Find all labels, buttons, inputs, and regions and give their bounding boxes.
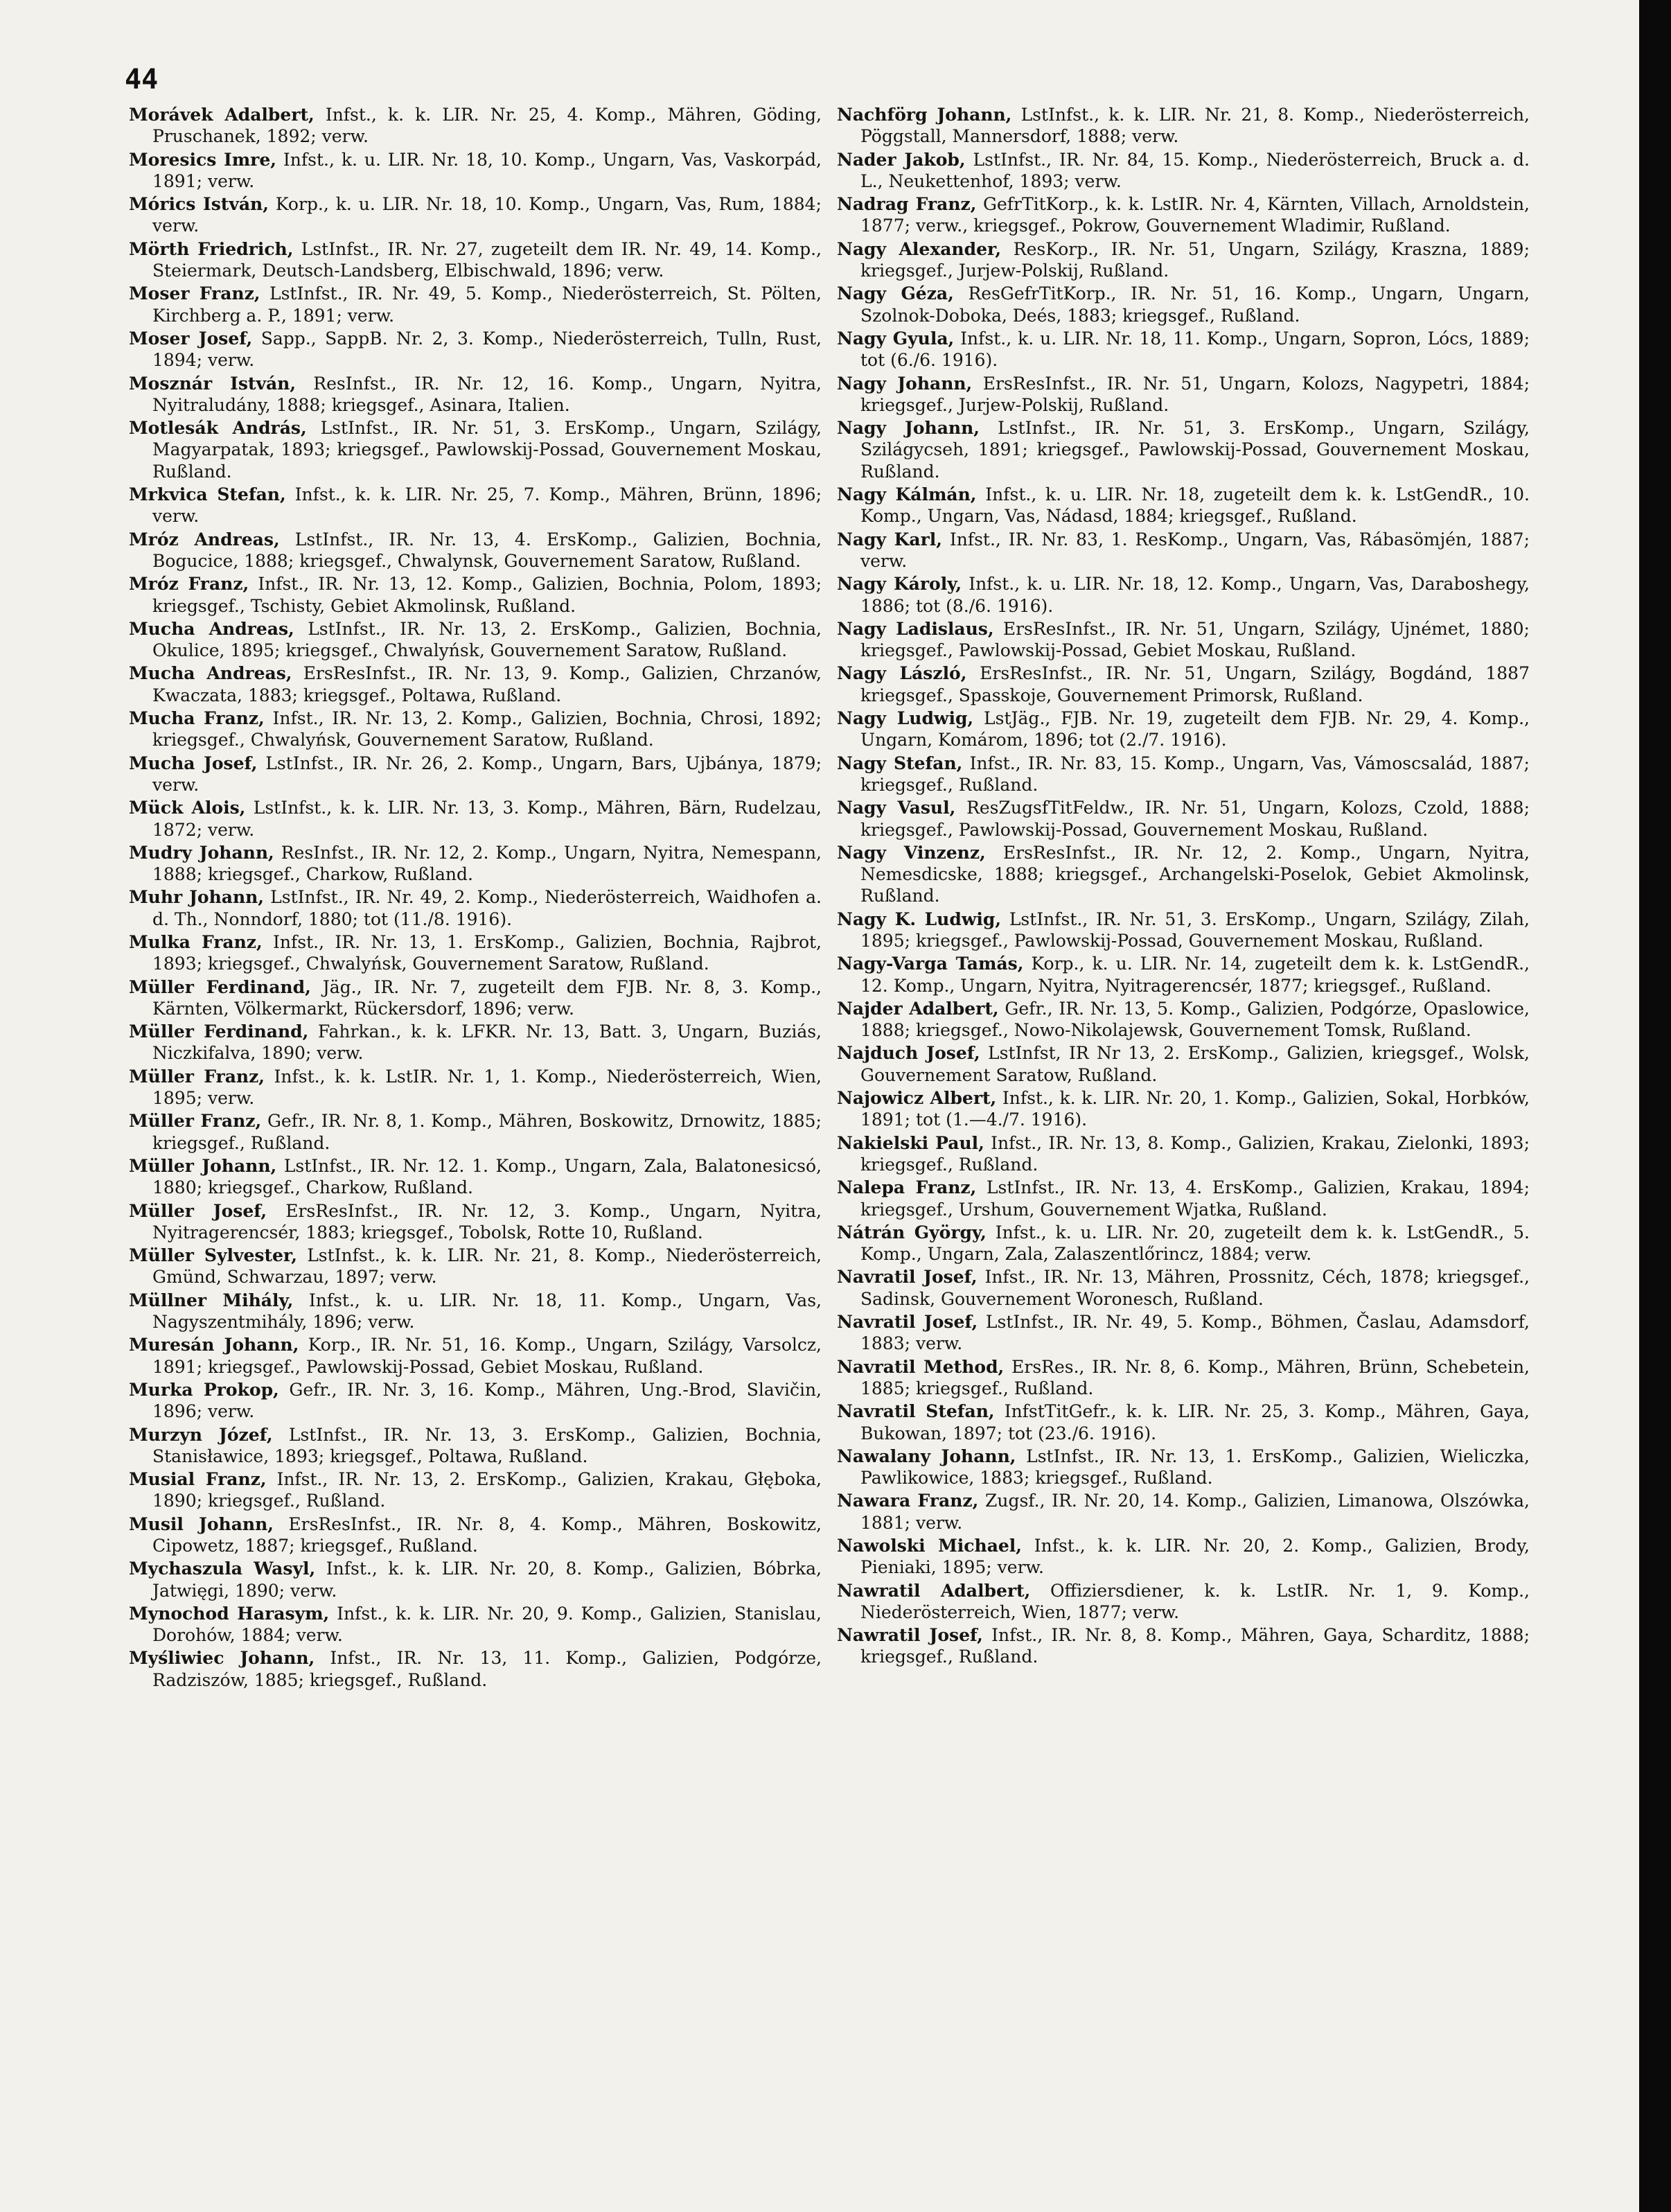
entry-details: Infst., k. u. LIR. Nr. 18, 11. Komp., Ungarn, Sopron, Lócs, 1889; tot (6./6. 1916).	[860, 328, 1530, 371]
list-entry	[129, 529, 822, 572]
entry-name: Najduch Josef,	[837, 1043, 980, 1064]
entry-name: Mucha Josef,	[129, 753, 258, 773]
entry-details: Infst., k. k. LIR. Nr. 20, 9. Komp., Galizien, Stanislau, Dorohów, 1884; verw.	[152, 1603, 822, 1646]
list-entry	[129, 1290, 822, 1333]
list-entry	[837, 998, 1530, 1042]
list-entry	[837, 149, 1530, 193]
list-entry	[129, 373, 822, 416]
list-entry	[837, 328, 1530, 371]
list-entry	[129, 618, 822, 662]
entry-name: Najder Adalbert,	[837, 998, 999, 1019]
entry-name: Myśliwiec Johann,	[129, 1648, 315, 1669]
list-entry	[129, 842, 822, 886]
entry-details: ErsResInfst., IR. Nr. 13, 9. Komp., Galizien, Chrzanów, Kwaczata, 1883; kriegsgef., Poltawa, Rußland.	[152, 663, 822, 705]
entry-name: Nakielski Paul,	[837, 1132, 984, 1153]
list-entry	[837, 1580, 1530, 1624]
list-entry	[837, 1624, 1530, 1668]
entry-details: LstInfst., IR. Nr. 49, 2. Komp., Niederösterreich, Waidhofen a. d. Th., Nonndorf, 1880; tot (11./8. 1916).	[152, 887, 822, 929]
list-entry	[129, 976, 822, 1020]
entry-details: Infst., IR. Nr. 13, 12. Komp., Galizien, Bochnia, Polom, 1893; kriegsgef., Tschisty, Gebiet Akmolinsk, Rußland.	[152, 574, 822, 616]
entry-name: Nagy Johann,	[837, 418, 980, 439]
entry-details: Infst., IR. Nr. 13, 11. Komp., Galizien, Podgórze, Radziszów, 1885; kriegsgef., Rußland.	[152, 1648, 822, 1690]
entry-details: Infst., k. u. LIR. Nr. 18, 12. Komp., Ungarn, Vas, Daraboshegy, 1886; tot (8./6. 1916).	[860, 574, 1530, 616]
entry-details: LstInfst., IR. Nr. 13, 4. ErsKomp., Galizien, Krakau, 1894; kriegsgef., Urshum, Gouvernement Wjatka, Rußland.	[860, 1177, 1530, 1220]
entry-name: Nachförg Johann,	[837, 105, 1012, 125]
entry-name: Mucha Franz,	[129, 708, 265, 729]
entry-name: Mychaszula Wasyl,	[129, 1559, 316, 1579]
scan-edge	[1639, 0, 1671, 2212]
entry-name: Navratil Josef,	[837, 1267, 978, 1288]
entry-name: Nagy-Varga Tamás,	[837, 954, 1024, 974]
entry-name: Nagy Gyula,	[837, 328, 955, 349]
entry-name: Morávek Adalbert,	[129, 105, 315, 125]
list-entry	[129, 484, 822, 527]
entry-name: Mróz Andreas,	[129, 529, 280, 550]
list-entry	[837, 842, 1530, 907]
entry-name: Mucha Andreas,	[129, 663, 292, 684]
entry-details: LstInfst., IR. Nr. 13, 1. ErsKomp., Galizien, Wieliczka, Pawlikowice, 1883; kriegsgef., Rußland.	[860, 1446, 1530, 1489]
entry-name: Müller Johann,	[129, 1155, 277, 1176]
entry-name: Nagy Johann,	[837, 373, 973, 394]
entry-details: ErsResInfst., IR. Nr. 8, 4. Komp., Mähren, Boskowitz, Cipowetz, 1887; kriegsgef., Rußland.	[152, 1513, 822, 1556]
list-entry	[129, 149, 822, 193]
entry-details: Jäg., IR. Nr. 7, zugeteilt dem FJB. Nr. 8, 3. Komp., Kärnten, Völkermarkt, Rückersdorf, 1896; verw.	[152, 976, 822, 1019]
list-entry	[129, 1021, 822, 1064]
entry-details: ResKorp., IR. Nr. 51, Ungarn, Szilágy, Kraszna, 1889; kriegsgef., Jurjew-Polskij, Rußland.	[860, 238, 1530, 281]
entry-name: Navratil Method,	[837, 1356, 1005, 1377]
list-entry	[837, 618, 1530, 662]
entry-name: Müller Franz,	[129, 1111, 262, 1132]
list-entry	[837, 1042, 1530, 1086]
entry-name: Murzyn Józef,	[129, 1424, 273, 1445]
entry-name: Mrkvica Stefan,	[129, 484, 286, 505]
entry-details: ErsResInfst., IR. Nr. 12, 2. Komp., Ungarn, Nyitra, Nemesdicske, 1888; kriegsgef., Archangelski-Poselok, Gebiet Akmolinsk, Rußland.	[860, 842, 1530, 906]
entry-details: Infst., k. k. LIR. Nr. 25, 4. Komp., Mähren, Göding, Pruschanek, 1892; verw.	[152, 105, 822, 147]
list-entry	[129, 1379, 822, 1423]
entry-details: LstInfst., IR. Nr. 51, 3. ErsKomp., Ungarn, Szilágy, Magyarpatak, 1893; kriegsgef., Pawlowskij-Possad, Gouvernement Moskau, Rußland.	[152, 418, 822, 482]
list-entry	[129, 1245, 822, 1288]
entry-name: Nátrán György,	[837, 1222, 987, 1243]
entry-name: Nagy Kálmán,	[837, 484, 977, 505]
list-entry	[129, 1647, 822, 1691]
list-entry	[837, 797, 1530, 841]
list-entry	[837, 1087, 1530, 1131]
entry-details: ErsResInfst., IR. Nr. 51, Ungarn, Szilágy, Bogdánd, 1887 kriegsgef., Spasskoje, Gouvernement Primorsk, Rußland.	[860, 663, 1530, 705]
entry-details: LstInfst., IR. Nr. 26, 2. Komp., Ungarn, Bars, Ujbánya, 1879; verw.	[152, 753, 822, 795]
entry-details: Korp., k. u. LIR. Nr. 18, 10. Komp., Ungarn, Vas, Rum, 1884; verw.	[152, 194, 822, 236]
entry-details: Korp., IR. Nr. 51, 16. Komp., Ungarn, Szilágy, Varsolcz, 1891; kriegsgef., Pawlowskij-Possad, Gebiet Moskau, Rußland.	[152, 1335, 822, 1377]
entry-name: Mörth Friedrich,	[129, 238, 294, 259]
list-entry	[837, 1401, 1530, 1444]
entry-name: Mynochod Harasym,	[129, 1603, 330, 1624]
entry-details: ResZugsfTitFeldw., IR. Nr. 51, Ungarn, Kolozs, Czold, 1888; kriegsgef., Pawlowskij-Possad, Gouvernement Moskau, Rußland.	[860, 798, 1530, 840]
entry-details: Infst., k. k. LIR. Nr. 25, 7. Komp., Mähren, Brünn, 1896; verw.	[152, 484, 822, 527]
entry-name: Murka Prokop,	[129, 1379, 279, 1400]
left-column	[129, 104, 822, 1692]
entry-details: Infst., IR. Nr. 83, 1. ResKomp., Ungarn, Vas, Rábasömjén, 1887; verw.	[860, 529, 1530, 571]
entry-details: Gefr., IR. Nr. 13, 5. Komp., Galizien, Podgórze, Opaslowice, 1888; kriegsgef., Nowo-Nikolajewsk, Gouvernement Tomsk, Rußland.	[860, 998, 1530, 1041]
list-entry	[837, 909, 1530, 952]
entry-name: Nader Jakob,	[837, 149, 966, 170]
entry-details: GefrTitKorp., k. k. LstIR. Nr. 4, Kärnten, Villach, Arnoldstein, 1877; verw., kriegsgef., Pokrow, Gouvernement Wladimir, Rußland.	[860, 194, 1530, 236]
list-entry	[129, 886, 822, 930]
list-entry	[129, 1424, 822, 1468]
right-column	[837, 104, 1530, 1669]
entry-name: Mróz Franz,	[129, 574, 249, 595]
list-entry	[129, 283, 822, 326]
entry-details: Offiziersdiener, k. k. LstIR. Nr. 1, 9. Komp., Niederösterreich, Wien, 1877; verw.	[860, 1580, 1530, 1622]
entry-details: LstInfst., IR. Nr. 13, 4. ErsKomp., Galizien, Bochnia, Bogucice, 1888; kriegsgef., Chwalynsk, Gouvernement Saratow, Rußland.	[152, 529, 822, 571]
entry-name: Nagy K. Ludwig,	[837, 909, 1002, 929]
entry-name: Motlesák András,	[129, 418, 307, 439]
entry-details: Zugsf., IR. Nr. 20, 14. Komp., Galizien, Limanowa, Olszówka, 1881; verw.	[860, 1491, 1530, 1533]
list-entry	[129, 1468, 822, 1512]
entry-name: Muresán Johann,	[129, 1335, 299, 1355]
entry-details: Infst., k. u. LIR. Nr. 20, zugeteilt dem k. k. LstGendR., 5. Komp., Ungarn, Zala, Zalaszentlőrincz, 1884; verw.	[860, 1222, 1530, 1265]
list-entry	[129, 193, 822, 237]
entry-details: LstInfst., IR. Nr. 49, 5. Komp., Böhmen, Časlau, Adamsdorf, 1883; verw.	[860, 1312, 1530, 1354]
entry-name: Nagy Károly,	[837, 574, 962, 595]
list-entry	[837, 708, 1530, 751]
list-entry	[129, 573, 822, 617]
entry-name: Mosznár István,	[129, 373, 297, 394]
list-entry	[837, 484, 1530, 527]
entry-name: Moser Franz,	[129, 283, 260, 304]
entry-name: Müller Ferdinand,	[129, 1021, 309, 1042]
entry-details: Gefr., IR. Nr. 3, 16. Komp., Mähren, Ung.-Brod, Slavičin, 1896; verw.	[152, 1379, 822, 1422]
entry-details: Infst., IR. Nr. 83, 15. Komp., Ungarn, Vas, Vámoscsalád, 1887; kriegsgef., Rußland.	[860, 753, 1530, 795]
page-number: 44	[125, 64, 159, 96]
entry-name: Mück Alois,	[129, 798, 246, 818]
list-entry	[837, 1356, 1530, 1400]
entry-details: ErsResInfst., IR. Nr. 12, 3. Komp., Ungarn, Nyitra, Nyitragerencsér, 1883; kriegsgef., Tobolsk, Rotte 10, Rußland.	[152, 1200, 822, 1243]
list-entry	[129, 662, 822, 706]
entry-name: Müller Josef,	[129, 1200, 267, 1221]
entry-details: ErsResInfst., IR. Nr. 51, Ungarn, Kolozs, Nagypetri, 1884; kriegsgef., Jurjew-Polskij, Rußland.	[860, 373, 1530, 415]
entry-name: Nawalany Johann,	[837, 1446, 1016, 1466]
list-entry	[129, 1066, 822, 1109]
entry-name: Müller Sylvester,	[129, 1245, 297, 1266]
entry-details: Fahrkan., k. k. LFKR. Nr. 13, Batt. 3, Ungarn, Buziás, Niczkifalva, 1890; verw.	[152, 1021, 822, 1064]
entry-details: LstInfst., IR. Nr. 51, 3. ErsKomp., Ungarn, Szilágy, Zilah, 1895; kriegsgef., Pawlowskij-Possad, Gouvernement Moskau, Rußland.	[860, 909, 1530, 951]
entry-name: Nawolski Michael,	[837, 1536, 1022, 1556]
entry-details: LstInfst., IR. Nr. 51, 3. ErsKomp., Ungarn, Szilágy, Szilágycseh, 1891; kriegsgef., Pawlowskij-Possad, Gouvernement Moskau, Rußland.	[860, 418, 1530, 482]
list-entry	[837, 662, 1530, 706]
entry-name: Müller Ferdinand,	[129, 976, 311, 997]
entry-details: ErsRes., IR. Nr. 8, 6. Komp., Mähren, Brünn, Schebetein, 1885; kriegsgef., Rußland.	[860, 1356, 1530, 1398]
list-entry	[837, 1446, 1530, 1489]
entry-details: ErsResInfst., IR. Nr. 51, Ungarn, Szilágy, Ujnémet, 1880; kriegsgef., Pawlowskij-Possad, Gebiet Moskau, Rußland.	[860, 618, 1530, 661]
entry-name: Nagy Stefan,	[837, 753, 963, 773]
entry-details: LstInfst., IR. Nr. 13, 2. ErsKomp., Galizien, Bochnia, Okulice, 1895; kriegsgef., Chwalyńsk, Gouvernement Saratow, Rußland.	[152, 618, 822, 661]
entry-name: Moser Josef,	[129, 328, 253, 349]
list-entry	[837, 753, 1530, 796]
list-entry	[129, 328, 822, 371]
list-entry	[837, 573, 1530, 617]
entry-details: LstInfst, IR Nr 13, 2. ErsKomp., Galizien, kriegsgef., Wolsk, Gouvernement Saratow, Rußland.	[860, 1043, 1530, 1085]
entry-details: Infst., k. k. LIR. Nr. 20, 8. Komp., Galizien, Bóbrka, Jatwięgi, 1890; verw.	[152, 1559, 822, 1601]
list-entry	[837, 1311, 1530, 1355]
entry-name: Nawara Franz,	[837, 1491, 979, 1511]
entry-details: Infst., k. u. LIR. Nr. 18, 11. Komp., Ungarn, Vas, Nagyszentmihály, 1896; verw.	[152, 1290, 822, 1333]
list-entry	[129, 1558, 822, 1601]
entry-name: Nawratil Josef,	[837, 1625, 983, 1646]
entry-details: Infst., k. k. LIR. Nr. 20, 1. Komp., Galizien, Sokal, Horbków, 1891; tot (1.—4./7. 1916).	[860, 1088, 1530, 1130]
list-entry	[129, 797, 822, 841]
entry-details: Infst., IR. Nr. 13, 2. Komp., Galizien, Bochnia, Chrosi, 1892; kriegsgef., Chwalyńsk, Gouvernement Saratow, Rußland.	[152, 708, 822, 750]
entry-name: Mucha Andreas,	[129, 618, 294, 639]
entry-details: Infst., k. u. LIR. Nr. 18, 10. Komp., Ungarn, Vas, Vaskorpád, 1891; verw.	[152, 149, 822, 191]
entry-details: Infst., k. u. LIR. Nr. 18, zugeteilt dem k. k. LstGendR., 10. Komp., Ungarn, Vas, Nádasd, 1884; kriegsgef., Rußland.	[860, 484, 1530, 527]
entry-name: Mudry Johann,	[129, 842, 274, 863]
list-entry	[837, 104, 1530, 148]
list-entry	[129, 1334, 822, 1378]
entry-details: LstInfst., k. k. LIR. Nr. 13, 3. Komp., Mähren, Bärn, Rudelzau, 1872; verw.	[152, 798, 822, 840]
list-entry	[129, 753, 822, 796]
entry-details: ResInfst., IR. Nr. 12, 2. Komp., Ungarn, Nyitra, Nemespann, 1888; kriegsgef., Charkow, Rußland.	[152, 842, 822, 885]
entry-name: Mórics István,	[129, 194, 269, 215]
entry-name: Nagy Ludwig,	[837, 708, 974, 729]
entry-name: Moresics Imre,	[129, 149, 276, 170]
list-entry	[129, 417, 822, 482]
list-entry	[837, 193, 1530, 237]
entry-name: Nagy Karl,	[837, 529, 942, 550]
entry-name: Müller Franz,	[129, 1066, 265, 1087]
list-entry	[129, 1513, 822, 1557]
list-entry	[129, 1603, 822, 1647]
entry-details: Sapp., SappB. Nr. 2, 3. Komp., Niederösterreich, Tulln, Rust, 1894; verw.	[152, 328, 822, 371]
entry-details: Infst., IR. Nr. 13, 1. ErsKomp., Galizien, Bochnia, Rajbrot, 1893; kriegsgef., Chwalyńsk, Gouvernement Saratow, Rußland.	[152, 931, 822, 974]
list-entry	[129, 1155, 822, 1199]
list-entry	[837, 238, 1530, 282]
entry-details: Infst., k. k. LIR. Nr. 20, 2. Komp., Galizien, Brody, Pieniaki, 1895; verw.	[860, 1536, 1530, 1578]
list-entry	[837, 529, 1530, 572]
list-entry	[129, 1110, 822, 1154]
entry-name: Nagy Alexander,	[837, 238, 1002, 259]
list-entry	[837, 283, 1530, 326]
entry-details: LstJäg., FJB. Nr. 19, zugeteilt dem FJB. Nr. 29, 4. Komp., Ungarn, Komárom, 1896; tot (2./7. 1916).	[860, 708, 1530, 750]
list-entry	[837, 953, 1530, 997]
entry-details: LstInfst., IR. Nr. 13, 3. ErsKomp., Galizien, Bochnia, Stanisławice, 1893; kriegsgef., Poltawa, Rußland.	[152, 1424, 822, 1466]
entry-details: Infst., IR. Nr. 13, Mähren, Prossnitz, Céch, 1878; kriegsgef., Sadinsk, Gouvernement Woronesch, Rußland.	[860, 1267, 1530, 1309]
entry-name: Nagy Géza,	[837, 283, 954, 304]
entry-details: Gefr., IR. Nr. 8, 1. Komp., Mähren, Boskowitz, Drnowitz, 1885; kriegsgef., Rußland.	[152, 1111, 822, 1153]
entry-name: Najowicz Albert,	[837, 1088, 997, 1109]
entry-details: Infst., IR. Nr. 8, 8. Komp., Mähren, Gaya, Scharditz, 1888; kriegsgef., Rußland.	[860, 1625, 1530, 1667]
entry-name: Nadrag Franz,	[837, 194, 977, 215]
entry-details: LstInfst., IR. Nr. 84, 15. Komp., Niederösterreich, Bruck a. d. L., Neukettenhof, 1893; verw.	[860, 149, 1530, 191]
entry-name: Nalepa Franz,	[837, 1177, 977, 1198]
entry-details: LstInfst., IR. Nr. 49, 5. Komp., Niederösterreich, St. Pölten, Kirchberg a. P., 1891; verw.	[152, 283, 822, 326]
entry-name: Musial Franz,	[129, 1469, 267, 1490]
entry-details: ResInfst., IR. Nr. 12, 16. Komp., Ungarn, Nyitra, Nyitraludány, 1888; kriegsgef., Asinara, Italien.	[152, 373, 822, 415]
entry-details: LstInfst., k. k. LIR. Nr. 21, 8. Komp., Niederösterreich, Pöggstall, Mannersdorf, 1888; verw.	[860, 105, 1530, 147]
entry-details: Korp., k. u. LIR. Nr. 14, zugeteilt dem k. k. LstGendR., 12. Komp., Ungarn, Nyitra, Nyitragerencsér, 1877; kriegsgef., Rußland.	[860, 954, 1530, 996]
list-entry	[129, 238, 822, 282]
entry-details: Infst., IR. Nr. 13, 2. ErsKomp., Galizien, Krakau, Głęboka, 1890; kriegsgef., Rußland.	[152, 1469, 822, 1511]
entry-name: Nagy Vinzenz,	[837, 842, 986, 863]
entry-details: ResGefrTitKorp., IR. Nr. 51, 16. Komp., Ungarn, Ungarn, Szolnok-Doboka, Deés, 1883; kriegsgef., Rußland.	[860, 283, 1530, 326]
list-entry	[837, 1535, 1530, 1579]
list-entry	[837, 1266, 1530, 1310]
entry-name: Mulka Franz,	[129, 931, 263, 952]
entry-details: Infst., IR. Nr. 13, 8. Komp., Galizien, Krakau, Zielonki, 1893; kriegsgef., Rußland.	[860, 1132, 1530, 1175]
entry-name: Muhr Johann,	[129, 887, 265, 908]
list-entry	[837, 417, 1530, 482]
entry-details: Infst., k. k. LstIR. Nr. 1, 1. Komp., Niederösterreich, Wien, 1895; verw.	[152, 1066, 822, 1109]
entry-name: Müllner Mihály,	[129, 1290, 294, 1310]
list-entry	[837, 1132, 1530, 1176]
entry-name: Musil Johann,	[129, 1513, 274, 1534]
list-entry	[129, 1200, 822, 1244]
entry-name: Nagy Ladislaus,	[837, 618, 994, 639]
list-entry	[837, 1222, 1530, 1265]
entry-details: LstInfst., IR. Nr. 12. 1. Komp., Ungarn, Zala, Balatonesicsó, 1880; kriegsgef., Charkow, Rußland.	[152, 1155, 822, 1198]
entry-name: Nagy László,	[837, 663, 967, 684]
list-entry	[837, 1177, 1530, 1220]
list-entry	[837, 373, 1530, 416]
list-entry	[837, 1490, 1530, 1534]
entry-details: LstInfst., k. k. LIR. Nr. 21, 8. Komp., Niederösterreich, Gmünd, Schwarzau, 1897; verw.	[152, 1245, 822, 1288]
list-entry	[129, 931, 822, 975]
entry-name: Nagy Vasul,	[837, 798, 956, 818]
list-entry	[129, 708, 822, 751]
entry-name: Navratil Stefan,	[837, 1401, 995, 1422]
entry-details: LstInfst., IR. Nr. 27, zugeteilt dem IR. Nr. 49, 14. Komp., Steiermark, Deutsch-Landsberg, Elbischwald, 1896; verw.	[152, 238, 822, 281]
entry-name: Nawratil Adalbert,	[837, 1580, 1031, 1601]
list-entry	[129, 104, 822, 148]
entry-name: Navratil Josef,	[837, 1312, 978, 1333]
entry-details: InfstTitGefr., k. k. LIR. Nr. 25, 3. Komp., Mähren, Gaya, Bukowan, 1897; tot (23./6. 1916).	[860, 1401, 1530, 1443]
